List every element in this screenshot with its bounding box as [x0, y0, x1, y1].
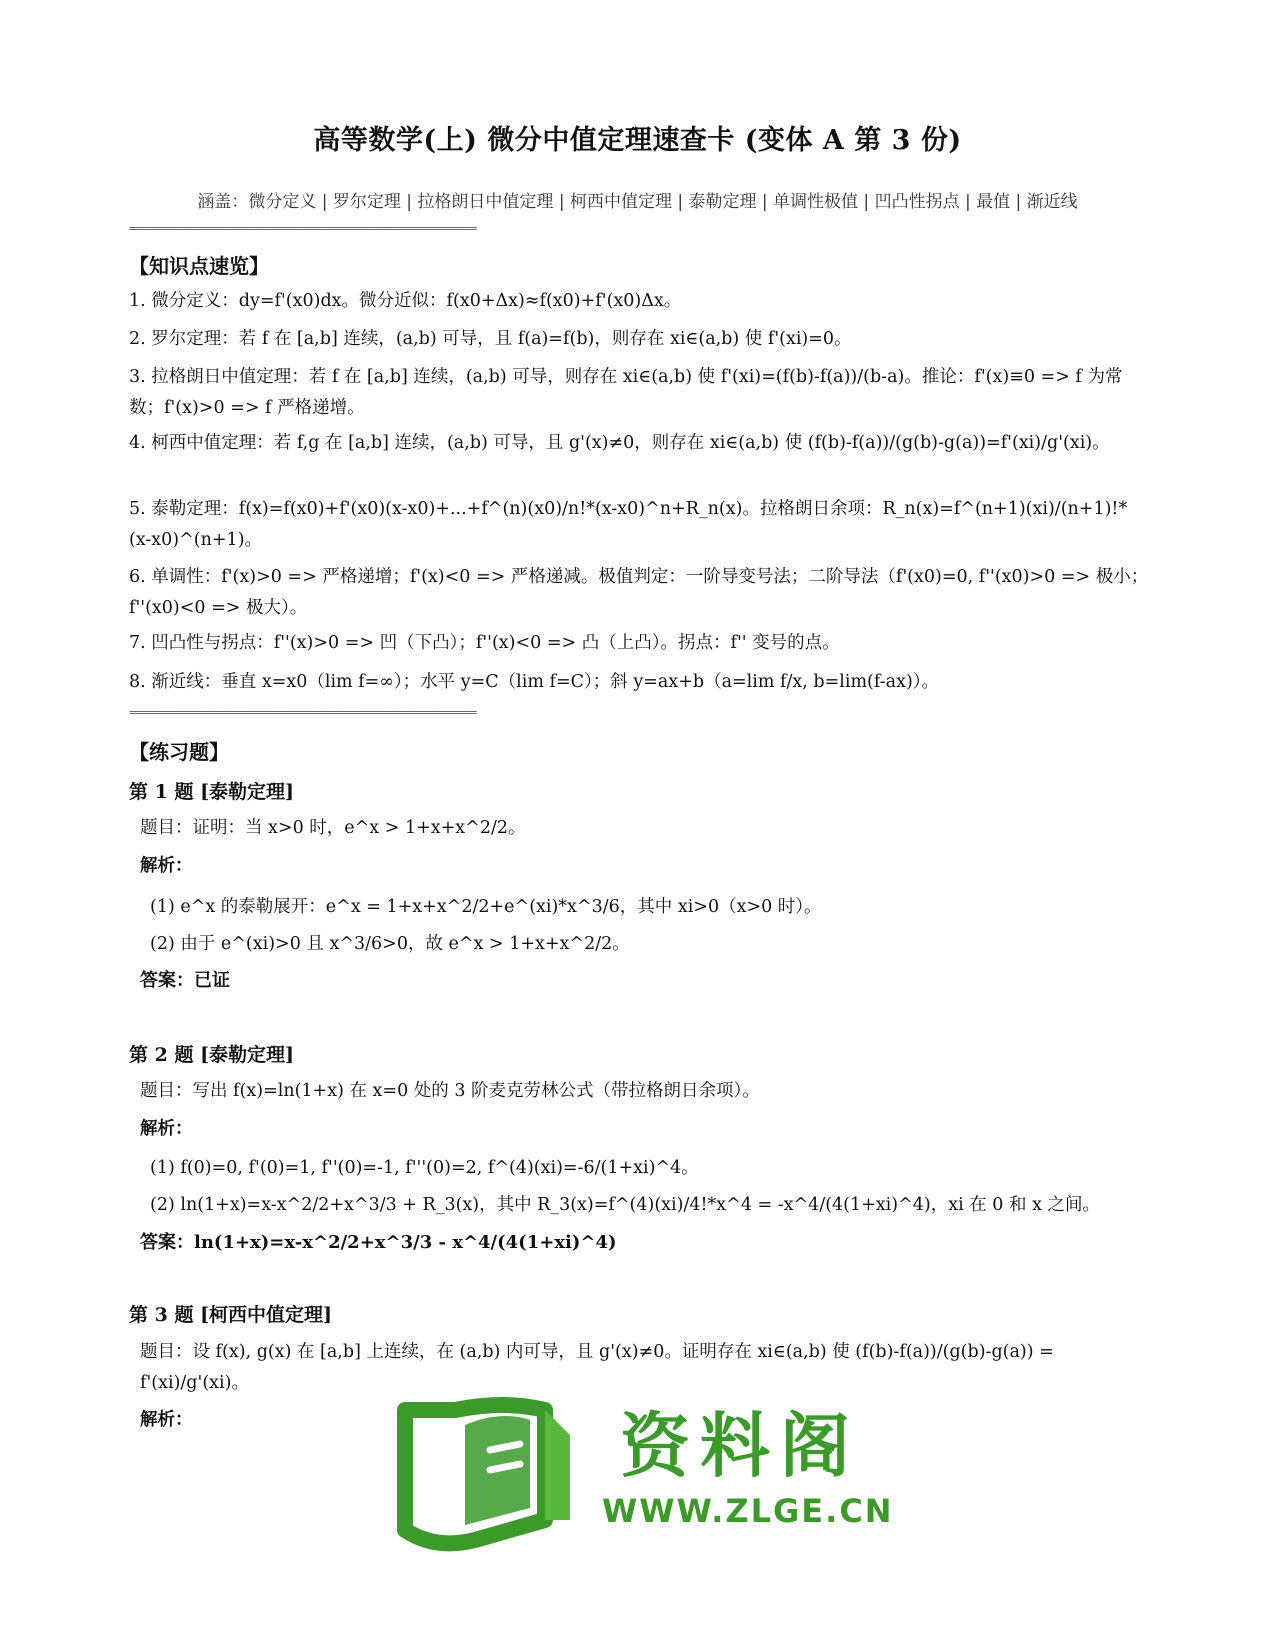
question-stem: 题目：写出 f(x)=ln(1+x) 在 x=0 处的 3 阶麦克劳林公式（带拉格朗日余项）。 — [140, 1081, 760, 1101]
question-title: 第 1 题 [泰勒定理] — [129, 781, 295, 803]
analysis-label: 解析： — [140, 1410, 193, 1430]
question-stem: 题目：设 f(x), g(x) 在 [a,b] 上连续，在 (a,b) 内可导，且 g'(x)≠0。证明存在 xi∈(a,b) 使 (f(b)-f(a))/(g(b)-g(a)) = f'(xi)/g'(xi)。 — [140, 1342, 1054, 1393]
analysis-label: 解析： — [140, 1119, 193, 1139]
question-title: 第 3 题 [柯西中值定理] — [129, 1304, 333, 1326]
separator-line: ================================================================ — [129, 222, 477, 235]
section-heading-exercises: 【练习题】 — [129, 740, 229, 764]
knowledge-item: 6. 单调性：f'(x)>0 => 严格递增；f'(x)<0 => 严格递减。极值判定：一阶导变号法；二阶导法（f'(x0)=0, f''(x0)>0 => 极小；f''(x0)<0 => 极大）。 — [129, 567, 1149, 618]
analysis-step: (1) f(0)=0, f'(0)=1, f''(0)=-1, f'''(0)=2, f^(4)(xi)=-6/(1+xi)^4。 — [150, 1158, 699, 1178]
knowledge-item: 4. 柯西中值定理：若 f,g 在 [a,b] 连续，(a,b) 可导，且 g'(x)≠0，则存在 xi∈(a,b) 使 (f(b)-f(a))/(g(b)-g(a))=f'(xi)/g'(xi)。 — [129, 433, 1110, 453]
answer-text: 答案：已证 — [140, 970, 230, 991]
answer-text: 答案：ln(1+x)=x-x^2/2+x^3/3 - x^4/(4(1+xi)^4) — [140, 1232, 617, 1253]
watermark-brand: 资料阁 — [620, 1405, 860, 1487]
knowledge-item: 3. 拉格朗日中值定理：若 f 在 [a,b] 连续，(a,b) 可导，则存在 xi∈(a,b) 使 f'(xi)=(f(b)-f(a))/(b-a)。推论：f'(x)≡0 => f 为常数；f'(x)>0 => f 严格递增。 — [129, 367, 1123, 418]
knowledge-item: 5. 泰勒定理：f(x)=f(x0)+f'(x0)(x-x0)+...+f^(n)(x0)/n!*(x-x0)^n+R_n(x)。拉格朗日余项：R_n(x)=f^(n+1)(xi)/(n+1)!*(x-x0)^(n+1)。 — [129, 499, 1128, 550]
page-title: 高等数学(上) 微分中值定理速查卡 (变体 A 第 3 份) — [313, 125, 962, 156]
knowledge-item: 1. 微分定义：dy=f'(x0)dx。微分近似：f(x0+Δx)≈f(x0)+f'(x0)Δx。 — [129, 291, 682, 311]
knowledge-item: 8. 渐近线：垂直 x=x0（lim f=∞）；水平 y=C（lim f=C）；斜 y=ax+b（a=lim f/x, b=lim(f-ax)）。 — [129, 672, 940, 692]
knowledge-item: 2. 罗尔定理：若 f 在 [a,b] 连续，(a,b) 可导，且 f(a)=f(b)，则存在 xi∈(a,b) 使 f'(xi)=0。 — [129, 329, 852, 349]
separator-line: ================================================================ — [129, 706, 477, 719]
analysis-step: (2) ln(1+x)=x-x^2/2+x^3/3 + R_3(x)，其中 R_3(x)=f^(4)(xi)/4!*x^4 = -x^4/(4(1+xi)^4)，xi 在 0 和 x 之间。 — [150, 1195, 1100, 1215]
knowledge-item: 7. 凹凸性与拐点：f''(x)>0 => 凹（下凸）；f''(x)<0 => 凸（上凸）。拐点：f'' 变号的点。 — [129, 633, 840, 653]
watermark-url: WWW.ZLGE.CN — [602, 1492, 894, 1530]
analysis-step: (2) 由于 e^(xi)>0 且 x^3/6>0，故 e^x > 1+x+x^2/2。 — [150, 934, 630, 954]
question-title: 第 2 题 [泰勒定理] — [129, 1044, 295, 1066]
question-stem: 题目：证明：当 x>0 时，e^x > 1+x+x^2/2。 — [140, 818, 526, 838]
analysis-label: 解析： — [140, 856, 193, 876]
page-subtitle: 涵盖：微分定义 | 罗尔定理 | 拉格朗日中值定理 | 柯西中值定理 | 泰勒定理 | 单调性极值 | 凹凸性拐点 | 最值 | 渐近线 — [197, 192, 1078, 212]
analysis-step: (1) e^x 的泰勒展开：e^x = 1+x+x^2/2+e^(xi)*x^3/6，其中 xi>0（x>0 时）。 — [150, 897, 822, 917]
section-heading-knowledge: 【知识点速览】 — [129, 254, 269, 278]
